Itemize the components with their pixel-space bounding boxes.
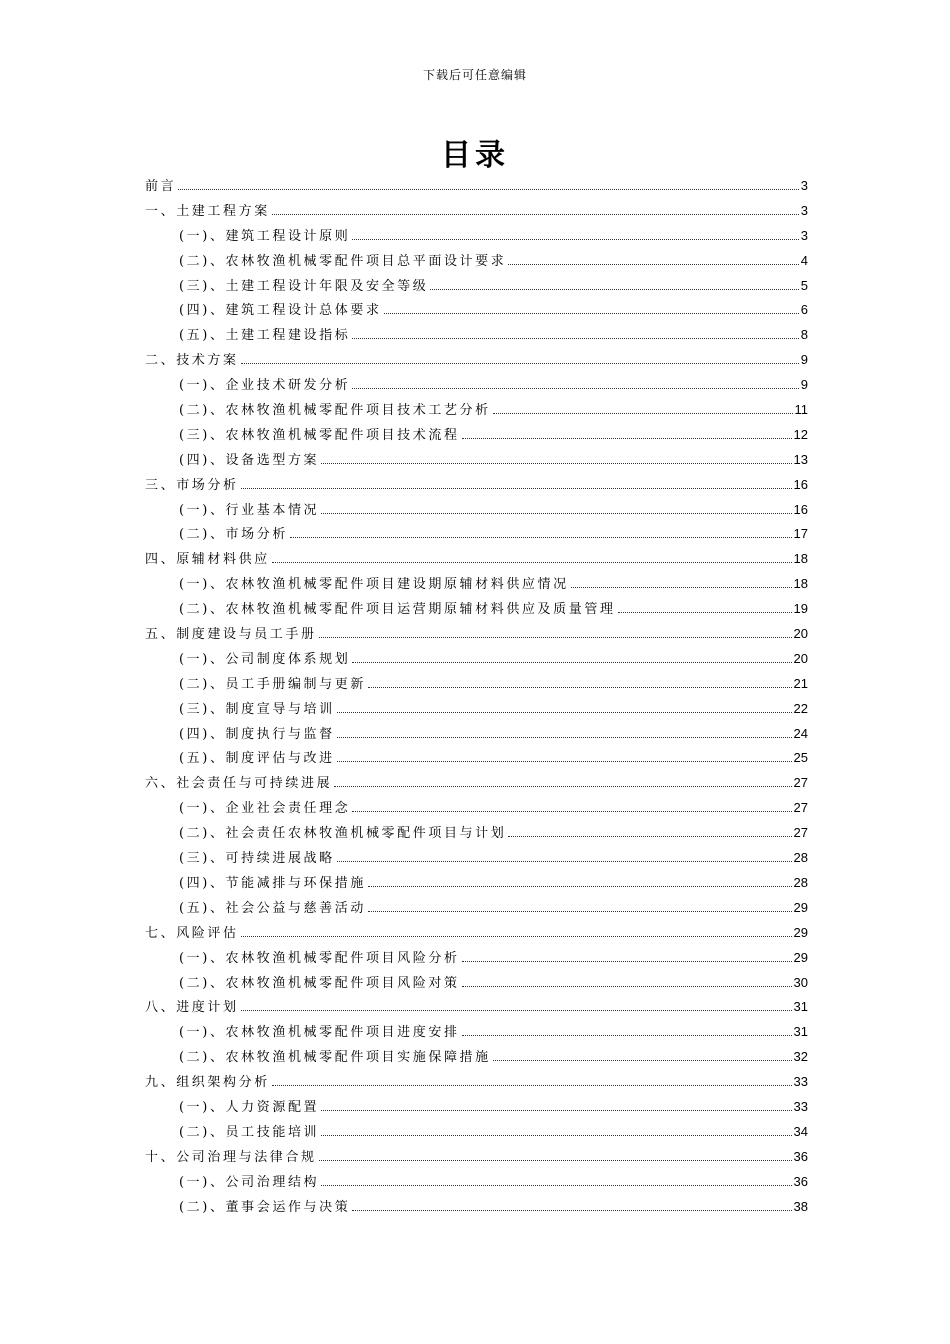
toc-entry-label: (二)、农林牧渔机械零配件项目运营期原辅材料供应及质量管理 [179,602,616,618]
toc-entry[interactable] [145,250,808,275]
toc-entry-label: (四)、制度执行与监督 [179,726,335,742]
toc-entry-label: (二)、农林牧渔机械零配件项目技术工艺分析 [179,403,491,419]
table-of-contents [145,175,808,1220]
toc-entry-page-number: 12 [793,426,808,442]
toc-entry-page-number: 31 [793,1024,808,1040]
toc-entry-page-number: 36 [793,1148,808,1164]
toc-entry-label: (一)、建筑工程设计原则 [179,228,351,244]
toc-entry[interactable] [145,847,808,872]
toc-entry-label: (五)、社会公益与慈善活动 [179,900,366,916]
toc-entry[interactable] [145,996,808,1021]
toc-entry[interactable] [145,449,808,474]
toc-entry-label: 二、技术方案 [145,353,239,369]
toc-entry[interactable] [145,573,808,598]
toc-entry-page-number: 33 [793,1074,808,1090]
toc-entry-page-number: 18 [793,551,808,567]
toc-entry[interactable] [145,374,808,399]
page-title: 目录 [441,138,509,173]
toc-entry-label: (一)、农林牧渔机械零配件项目进度安排 [179,1025,460,1041]
toc-entry-page-number: 31 [793,999,808,1015]
toc-entry[interactable] [145,698,808,723]
toc-entry-label: (二)、董事会运作与决策 [179,1199,351,1215]
toc-dot-leader [462,961,792,962]
toc-entry[interactable] [145,623,808,648]
toc-entry[interactable] [145,922,808,947]
toc-entry[interactable] [145,349,808,374]
header-note: 下载后可任意编辑 [422,68,527,82]
toc-dot-leader [462,438,792,439]
toc-entry[interactable] [145,474,808,499]
toc-entry-page-number: 24 [793,725,808,741]
toc-dot-leader [493,413,793,414]
toc-dot-leader [290,537,792,538]
toc-entry-label: (二)、农林牧渔机械零配件项目实施保障措施 [179,1050,491,1066]
toc-entry-page-number: 33 [793,1098,808,1114]
toc-entry-page-number: 18 [793,576,808,592]
toc-entry-page-number: 9 [800,377,808,393]
toc-dot-leader [462,1035,792,1036]
toc-dot-leader [368,911,792,912]
toc-entry-label: 十、公司治理与法律合规 [145,1149,317,1165]
toc-entry-page-number: 28 [793,874,808,890]
toc-entry[interactable] [145,822,808,847]
toc-entry[interactable] [145,523,808,548]
toc-entry-label: 六、社会责任与可持续进展 [145,776,333,792]
toc-entry-label: (三)、农林牧渔机械零配件项目技术流程 [179,427,460,443]
toc-entry-page-number: 3 [800,227,808,243]
toc-entry-page-number: 20 [793,626,808,642]
toc-entry-label: (二)、员工手册编制与更新 [179,676,366,692]
toc-entry[interactable] [145,673,808,698]
toc-entry[interactable] [145,1196,808,1221]
toc-dot-leader [241,936,792,937]
toc-entry-page-number: 27 [793,825,808,841]
toc-entry-page-number: 16 [793,476,808,492]
toc-entry[interactable] [145,1071,808,1096]
toc-dot-leader [319,1160,792,1161]
toc-entry-label: (一)、企业技术研发分析 [179,378,351,394]
toc-entry[interactable] [145,947,808,972]
toc-entry-label: 三、市场分析 [145,477,239,493]
toc-entry-label: (一)、农林牧渔机械零配件项目建设期原辅材料供应情况 [179,577,569,593]
toc-entry-label: 前言 [145,179,177,194]
toc-entry[interactable] [145,1021,808,1046]
toc-entry[interactable] [145,499,808,524]
toc-entry[interactable] [145,299,808,324]
toc-entry-page-number: 27 [793,775,808,791]
toc-entry-label: (二)、社会责任农林牧渔机械零配件项目与计划 [179,826,507,842]
toc-entry[interactable] [145,797,808,822]
toc-entry-page-number: 27 [793,800,808,816]
toc-dot-leader [368,886,792,887]
toc-entry-page-number: 9 [800,352,808,368]
toc-entry[interactable] [145,225,808,250]
toc-entry-page-number: 17 [793,526,808,542]
toc-dot-leader [352,388,798,389]
toc-entry[interactable] [145,175,808,200]
toc-entry-page-number: 34 [793,1123,808,1139]
toc-entry[interactable] [145,424,808,449]
toc-entry-page-number: 19 [793,601,808,617]
toc-dot-leader [352,811,791,812]
toc-entry-label: (二)、员工技能培训 [179,1124,320,1140]
toc-dot-leader [352,1210,791,1211]
toc-dot-leader [319,637,792,638]
toc-entry-label: (四)、设备选型方案 [179,452,320,468]
toc-entry-page-number: 38 [793,1198,808,1214]
toc-entry-page-number: 28 [793,850,808,866]
toc-entry-label: 四、原辅材料供应 [145,552,270,568]
toc-entry-page-number: 5 [800,277,808,293]
toc-dot-leader [321,1185,791,1186]
toc-entry-label: (四)、节能减排与环保措施 [179,875,366,891]
toc-dot-leader [337,737,792,738]
toc-entry-page-number: 13 [793,451,808,467]
toc-dot-leader [241,1010,792,1011]
toc-entry-page-number: 29 [793,899,808,915]
toc-dot-leader [618,612,792,613]
toc-entry-label: (三)、可持续进展战略 [179,851,335,867]
toc-entry-page-number: 29 [793,924,808,940]
toc-entry[interactable] [145,1171,808,1196]
toc-dot-leader [571,587,792,588]
toc-dot-leader [352,338,798,339]
toc-dot-leader [384,313,799,314]
toc-entry[interactable] [145,598,808,623]
toc-entry-page-number: 21 [793,675,808,691]
toc-entry-label: (一)、农林牧渔机械零配件项目风险分析 [179,950,460,966]
toc-entry[interactable] [145,1121,808,1146]
toc-entry[interactable] [145,1046,808,1071]
toc-entry-page-number: 22 [793,700,808,716]
toc-dot-leader [334,786,791,787]
toc-entry-label: 九、组织架构分析 [145,1075,270,1091]
toc-entry[interactable] [145,324,808,349]
toc-entry-label: 五、制度建设与员工手册 [145,627,317,643]
toc-entry-label: (一)、人力资源配置 [179,1099,320,1115]
toc-dot-leader [352,662,791,663]
toc-entry-page-number: 8 [800,327,808,343]
toc-entry-page-number: 4 [800,252,808,268]
toc-dot-leader [508,836,791,837]
toc-entry-label: (三)、土建工程设计年限及安全等级 [179,278,429,294]
toc-entry[interactable] [145,1096,808,1121]
toc-dot-leader [337,861,792,862]
toc-entry-label: (二)、市场分析 [179,527,288,543]
toc-entry-page-number: 20 [793,650,808,666]
toc-dot-leader [337,712,792,713]
toc-dot-leader [430,289,798,290]
toc-entry[interactable] [145,723,808,748]
toc-entry[interactable] [145,648,808,673]
toc-entry-label: 七、风险评估 [145,925,239,941]
toc-dot-leader [272,1085,792,1086]
toc-entry-page-number: 16 [793,501,808,517]
toc-entry-page-number: 32 [793,1049,808,1065]
toc-entry-label: 八、进度计划 [145,1000,239,1016]
toc-entry[interactable] [145,399,808,424]
toc-entry-label: (三)、制度宣导与培训 [179,701,335,717]
toc-dot-leader [321,1110,791,1111]
toc-entry-label: (一)、企业社会责任理念 [179,801,351,817]
toc-dot-leader [368,687,792,688]
toc-entry-page-number: 3 [800,202,808,218]
toc-entry-page-number: 29 [793,949,808,965]
toc-entry[interactable] [145,548,808,573]
toc-dot-leader [462,986,792,987]
toc-entry-page-number: 25 [793,750,808,766]
toc-dot-leader [241,488,792,489]
toc-dot-leader [352,239,798,240]
toc-entry[interactable] [145,772,808,797]
toc-entry[interactable] [145,1146,808,1171]
toc-entry-label: (二)、农林牧渔机械零配件项目总平面设计要求 [179,253,507,269]
toc-entry[interactable] [145,897,808,922]
toc-dot-leader [508,264,798,265]
toc-entry-label: (四)、建筑工程设计总体要求 [179,303,382,319]
toc-entry[interactable] [145,872,808,897]
toc-dot-leader [272,214,799,215]
toc-entry[interactable] [145,972,808,997]
toc-dot-leader [337,761,792,762]
toc-entry-label: (一)、公司制度体系规划 [179,651,351,667]
toc-entry-label: (一)、公司治理结构 [179,1174,320,1190]
toc-entry[interactable] [145,275,808,300]
toc-entry-label: 一、土建工程方案 [145,203,270,219]
toc-entry[interactable] [145,200,808,225]
toc-entry-page-number: 36 [793,1173,808,1189]
toc-dot-leader [493,1060,792,1061]
toc-entry-label: (五)、制度评估与改进 [179,751,335,767]
toc-entry-page-number: 6 [800,302,808,318]
toc-entry-label: (二)、农林牧渔机械零配件项目风险对策 [179,975,460,991]
toc-dot-leader [241,363,799,364]
toc-dot-leader [272,562,792,563]
toc-dot-leader [321,513,791,514]
toc-dot-leader [178,189,799,190]
toc-dot-leader [321,1135,791,1136]
toc-entry-label: (五)、土建工程建设指标 [179,328,351,344]
toc-dot-leader [321,463,791,464]
toc-entry[interactable] [145,747,808,772]
toc-entry-page-number: 11 [794,402,808,418]
toc-entry-page-number: 3 [800,178,808,193]
toc-entry-label: (一)、行业基本情况 [179,502,320,518]
toc-entry-page-number: 30 [793,974,808,990]
